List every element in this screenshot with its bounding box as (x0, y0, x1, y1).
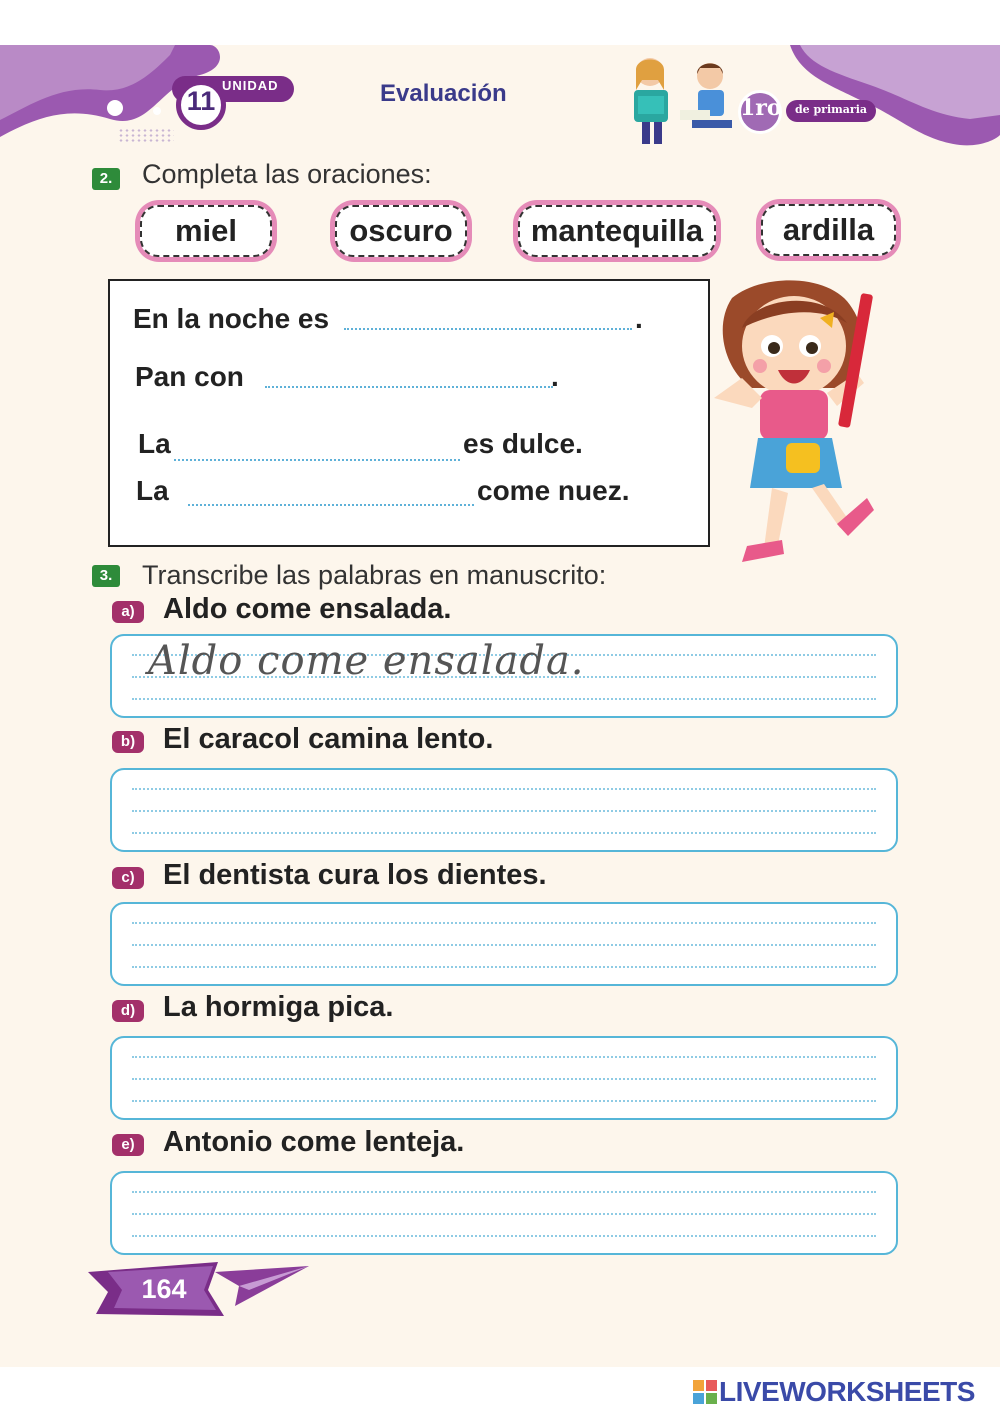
word-pill-label: miel (140, 205, 272, 257)
blank-2[interactable] (265, 386, 553, 388)
girl-with-pencil-illustration (702, 278, 902, 578)
sentence-1-start: En la noche es (133, 303, 330, 334)
unit-number: 11 (186, 86, 216, 116)
guide-line (132, 1056, 876, 1058)
guide-line (132, 1078, 876, 1080)
guide-line (132, 1191, 876, 1193)
unit-label: UNIDAD (222, 78, 279, 93)
sentence-3-end: es dulce. (463, 428, 583, 459)
sentence-4-start: La (136, 475, 169, 506)
item-d-badge: d) (112, 1000, 144, 1022)
guide-line (132, 1100, 876, 1102)
guide-line (132, 1213, 876, 1215)
sentence-2-start: Pan con (135, 361, 244, 392)
section2-title: Completa las oraciones: (142, 159, 432, 189)
item-d-text: La hormiga pica. (163, 991, 394, 1023)
word-pill-mantequilla[interactable] (513, 200, 721, 262)
sentence-2-end: . (551, 361, 559, 392)
blank-4[interactable] (188, 504, 474, 506)
guide-line (132, 1235, 876, 1237)
word-pill-ardilla[interactable] (756, 199, 901, 261)
item-e-text: Antonio come lenteja. (163, 1126, 465, 1158)
section2-number: 2. (92, 168, 120, 190)
item-a-text: Aldo come ensalada. (163, 593, 452, 625)
grade-number: 1ro (740, 95, 782, 121)
item-c-text: El dentista cura los dientes. (163, 859, 547, 891)
item-b-text: El caracol camina lento. (163, 723, 494, 755)
word-pill-label: ardilla (761, 204, 896, 256)
section3-number: 3. (92, 565, 120, 587)
guide-line (132, 698, 876, 700)
kids-reading-illustration (620, 50, 740, 150)
item-b-answer-box[interactable] (110, 768, 898, 852)
item-d-answer-box[interactable] (110, 1036, 898, 1120)
word-pill-label: oscuro (335, 205, 467, 257)
guide-line (132, 832, 876, 834)
item-c-answer-box[interactable] (110, 902, 898, 986)
guide-line (132, 966, 876, 968)
guide-line (132, 788, 876, 790)
item-a-answer-box[interactable] (110, 634, 898, 718)
item-e-badge: e) (112, 1134, 144, 1156)
paper-plane-icon (215, 1262, 311, 1308)
grade-label: de primaria (794, 103, 868, 116)
page-number: 164 (141, 1274, 187, 1304)
sentence-4-end: come nuez. (477, 475, 630, 506)
liveworksheets-logo-icon (693, 1380, 717, 1404)
page-title: Evaluación (380, 80, 507, 107)
sentence-1-end: . (635, 303, 643, 334)
guide-line (132, 810, 876, 812)
blank-1[interactable] (344, 328, 632, 330)
guide-line (132, 922, 876, 924)
item-a-badge: a) (112, 601, 144, 623)
guide-line (132, 944, 876, 946)
item-e-answer-box[interactable] (110, 1171, 898, 1255)
word-pill-oscuro[interactable] (330, 200, 472, 262)
word-pill-label: mantequilla (518, 205, 716, 257)
dots-decoration (118, 128, 174, 142)
item-b-badge: b) (112, 731, 144, 753)
word-pill-miel[interactable] (135, 200, 277, 262)
sentence-3-start: La (138, 428, 171, 459)
item-a-cursive-answer: Aldo come ensalada. (148, 638, 585, 684)
section3-title: Transcribe las palabras en manuscrito: (142, 560, 607, 590)
item-c-badge: c) (112, 867, 144, 889)
blank-3[interactable] (174, 459, 460, 461)
liveworksheets-brand[interactable]: LIVEWORKSHEETS (719, 1376, 975, 1407)
